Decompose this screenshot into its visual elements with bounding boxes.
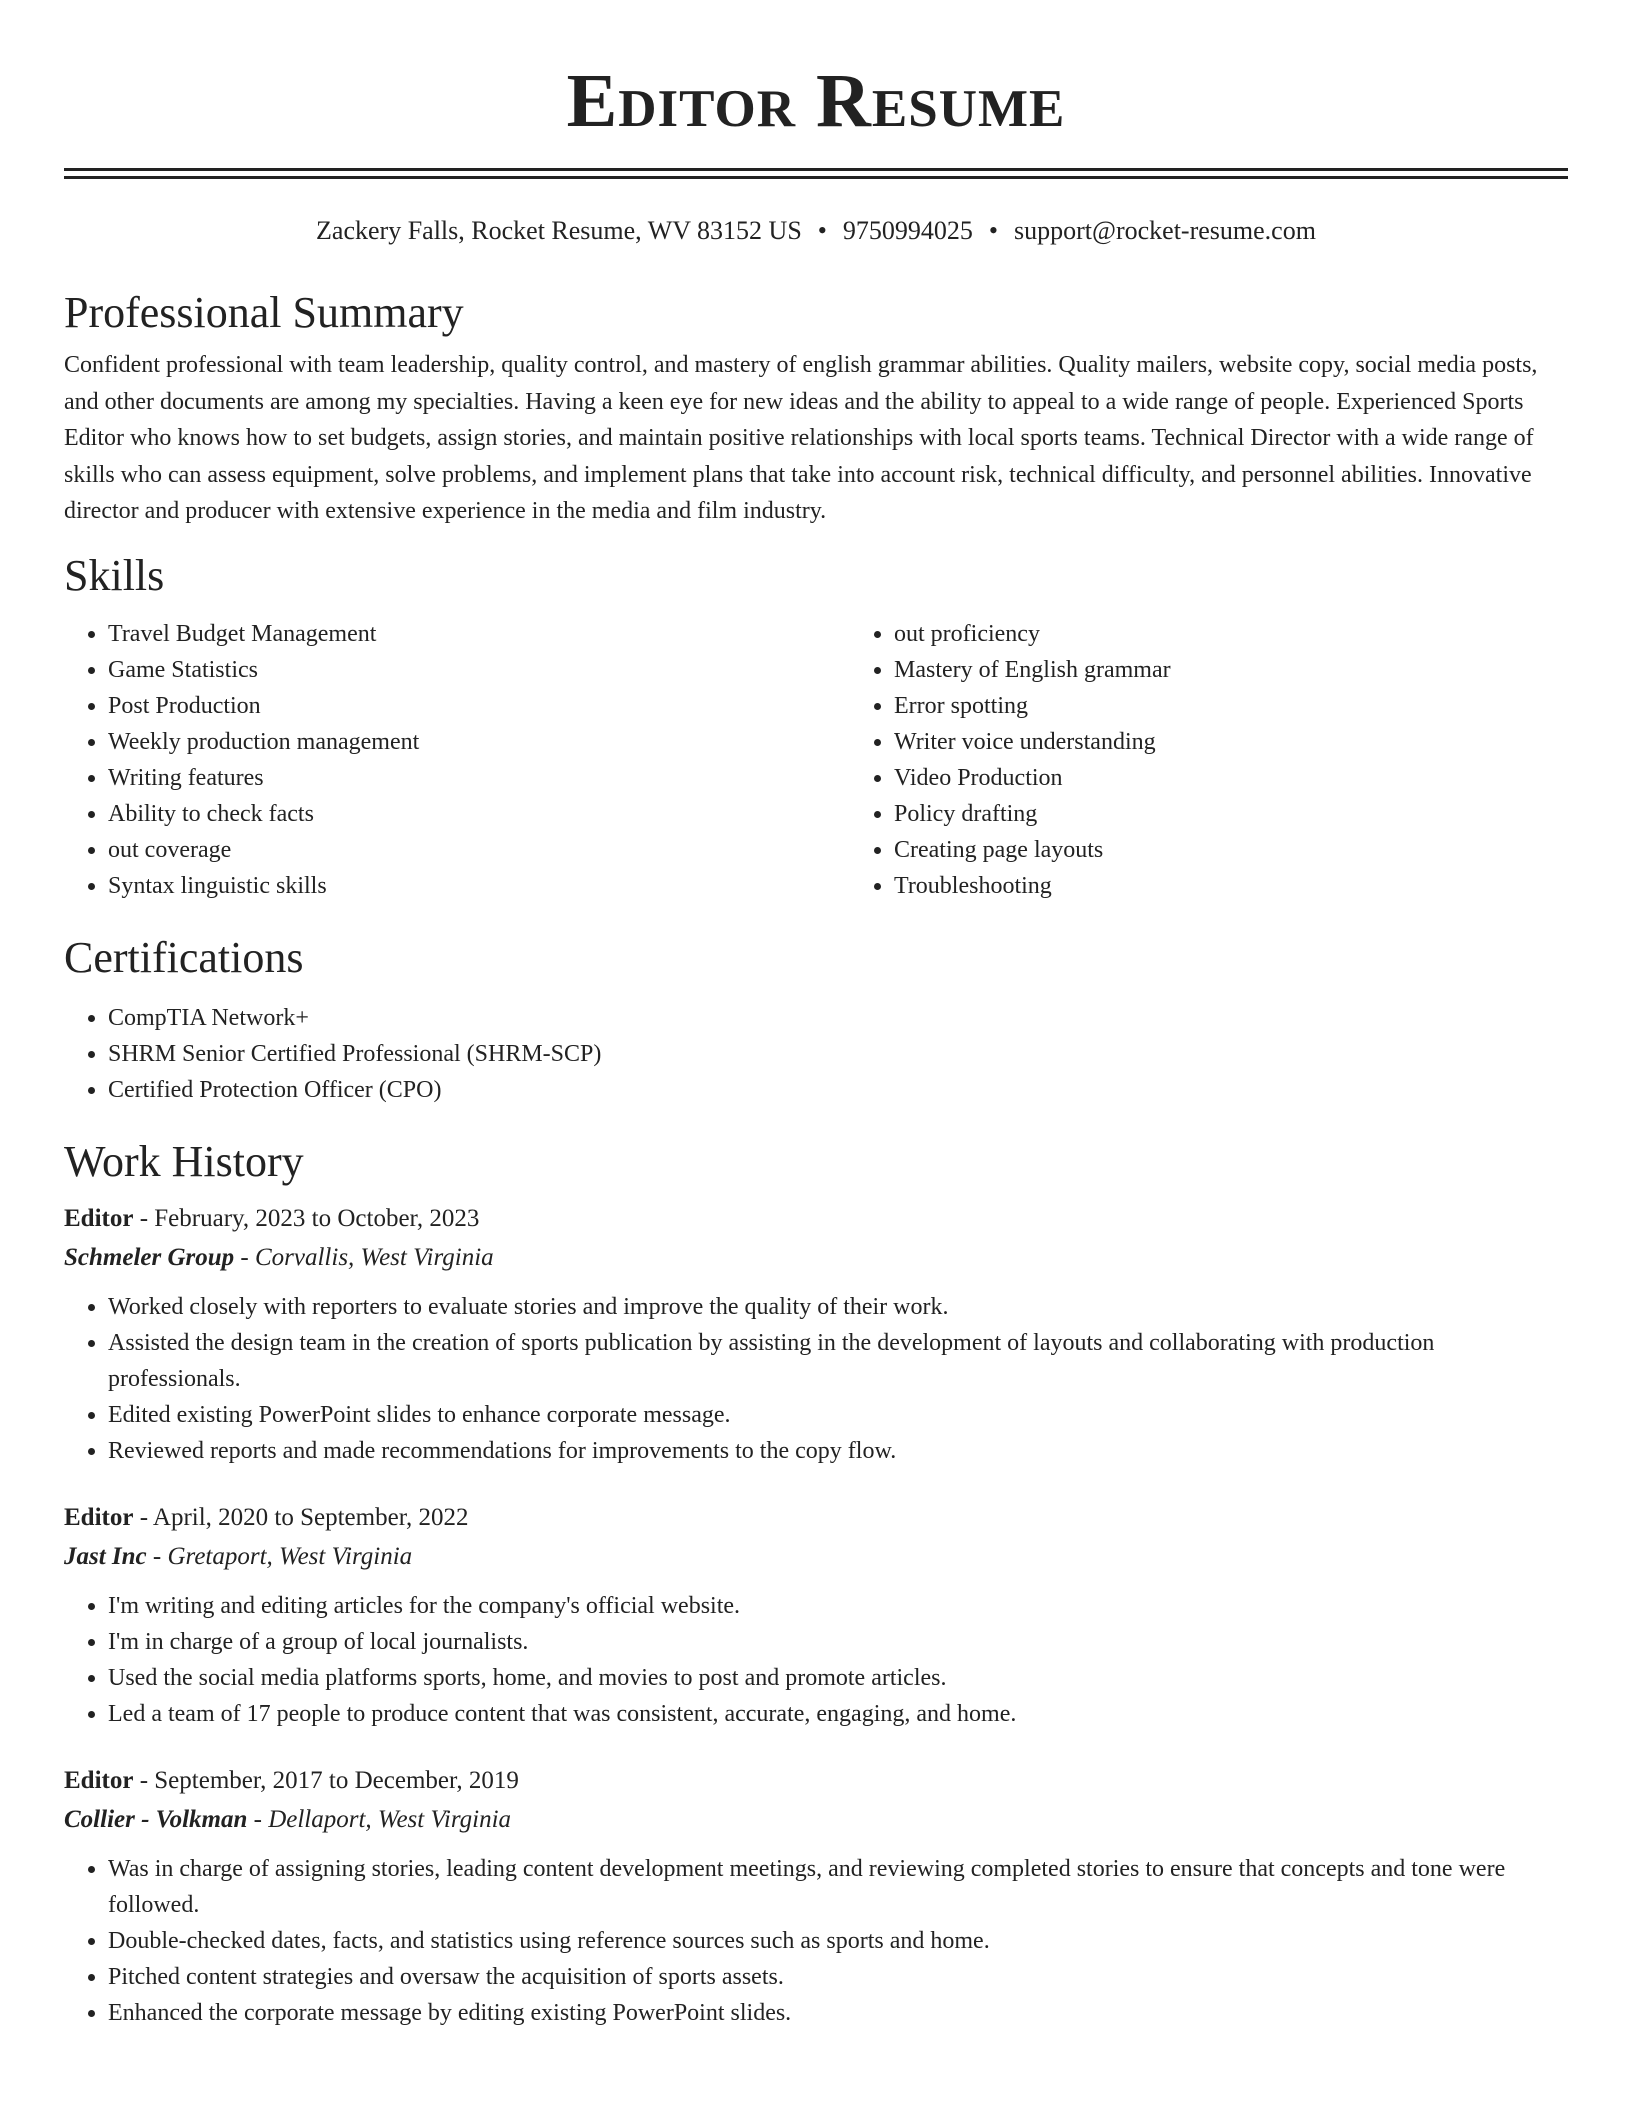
skill-item: • Mastery of English grammar (894, 652, 1568, 688)
job-location: - Dellaport, West Virginia (247, 1805, 512, 1833)
summary-heading: Professional Summary (64, 288, 464, 337)
resume-title: Editor Resume (566, 59, 1066, 143)
skill-item: • out proficiency (894, 616, 1568, 652)
skills-heading: Skills (64, 550, 165, 600)
job-bullet: • I'm in charge of a group of local journalists. (108, 1624, 1568, 1660)
job-bullet: • Edited existing PowerPoint slides to enhance corporate message. (108, 1397, 1568, 1433)
skill-item: • Video Production (894, 760, 1568, 796)
certifications-heading: Certifications (64, 932, 304, 982)
job-bullet: • Double-checked dates, facts, and statistics using reference sources such as sports and home. (108, 1923, 1568, 1959)
work-history-heading: Work History (64, 1136, 304, 1186)
contact-email[interactable]: support@rocket-resume.com (1014, 216, 1316, 245)
job-bullet: • Was in charge of assigning stories, leading content development meetings, and reviewing completed stories to ensure that concepts and tone were followed. (108, 1851, 1568, 1923)
job-bullets (64, 1289, 1568, 1469)
job-company: Schmeler Group (64, 1243, 235, 1271)
skill-item: • Writing features (108, 760, 850, 796)
job-company-line (64, 1238, 1568, 1277)
job-entry (64, 1200, 1568, 1469)
contact-separator: • (817, 216, 827, 245)
skill-item: • Error spotting (894, 688, 1568, 724)
job-bullet: • Used the social media platforms sports, home, and movies to post and promote articles. (108, 1660, 1568, 1696)
job-bullet: • Led a team of 17 people to produce content that was consistent, accurate, engaging, and home. (108, 1696, 1568, 1732)
job-bullet: • Enhanced the corporate message by editing existing PowerPoint slides. (108, 1995, 1568, 2031)
job-title-line (64, 1499, 1568, 1537)
skill-item: • Game Statistics (108, 652, 850, 688)
skill-item: • Post Production (108, 688, 850, 724)
title-divider (64, 168, 1568, 179)
contact-separator: • (988, 216, 999, 245)
job-bullets (64, 1851, 1568, 2031)
job-company-line (64, 1537, 1568, 1576)
contact-line (64, 215, 1568, 247)
job-title-line (64, 1200, 1568, 1238)
certification-item: • SHRM Senior Certified Professional (SHRM-SCP) (108, 1036, 1568, 1072)
job-bullet: • Worked closely with reporters to evaluate stories and improve the quality of their work. (108, 1289, 1568, 1325)
skills-column-right (850, 616, 1568, 904)
job-bullet: • Assisted the design team in the creation of sports publication by assisting in the development of layouts and collaborating with production professionals. (108, 1325, 1568, 1397)
skills-list (64, 616, 1568, 904)
job-company: Collier - Volkman (64, 1805, 248, 1833)
job-company: Jast Inc (64, 1542, 147, 1570)
job-dates: - February, 2023 to October, 2023 (133, 1204, 480, 1232)
job-dates: - April, 2020 to September, 2022 (133, 1503, 469, 1531)
job-bullet: • Reviewed reports and made recommendations for improvements to the copy flow. (108, 1433, 1568, 1469)
job-location: - Corvallis, West Virginia (234, 1243, 494, 1271)
job-bullets (64, 1588, 1568, 1732)
skill-item: • Policy drafting (894, 796, 1568, 832)
skill-item: • Weekly production management (108, 724, 850, 760)
certification-item: • CompTIA Network+ (108, 1000, 1568, 1036)
job-location: - Gretaport, West Virginia (146, 1542, 413, 1570)
certification-item: • Certified Protection Officer (CPO) (108, 1072, 1568, 1108)
job-dates: - September, 2017 to December, 2019 (133, 1766, 519, 1794)
job-bullet: • I'm writing and editing articles for the company's official website. (108, 1588, 1568, 1624)
job-title: Editor (64, 1766, 134, 1794)
skill-item: • Ability to check facts (108, 796, 850, 832)
summary-text: Confident professional with team leadership, quality control, and mastery of english grammar abilities. Quality mailers, website copy, social media posts, and other documents are among my specialties. Having a keen eye for new ideas and the ability to appeal to a wide range of people. Experienced Sports Editor who knows how to set budgets, assign stories, and maintain positive relationships with local sports teams. Technical Director with a wide range of skills who can assess equipment, solve problems, and implement plans that take into account risk, technical difficulty, and personnel abilities. Innovative director and producer with extensive experience in the media and film industry. (64, 352, 1538, 524)
job-entry (64, 1499, 1568, 1732)
skill-item: • Writer voice understanding (894, 724, 1568, 760)
job-title: Editor (64, 1503, 134, 1531)
contact-address: Zackery Falls, Rocket Resume, WV 83152 US (316, 216, 802, 245)
job-entry (64, 1762, 1568, 2031)
contact-phone: 9750994025 (842, 216, 973, 245)
skill-item: • Syntax linguistic skills (108, 868, 850, 904)
certifications-list (64, 1000, 1568, 1108)
skill-item: • Travel Budget Management (108, 616, 850, 652)
skill-item: • Creating page layouts (894, 832, 1568, 868)
job-title: Editor (64, 1204, 134, 1232)
job-company-line (64, 1800, 1568, 1839)
skill-item: • out coverage (108, 832, 850, 868)
job-bullet: • Pitched content strategies and oversaw the acquisition of sports assets. (108, 1959, 1568, 1995)
job-title-line (64, 1762, 1568, 1800)
skill-item: • Troubleshooting (894, 868, 1568, 904)
skills-column-left (64, 616, 850, 904)
